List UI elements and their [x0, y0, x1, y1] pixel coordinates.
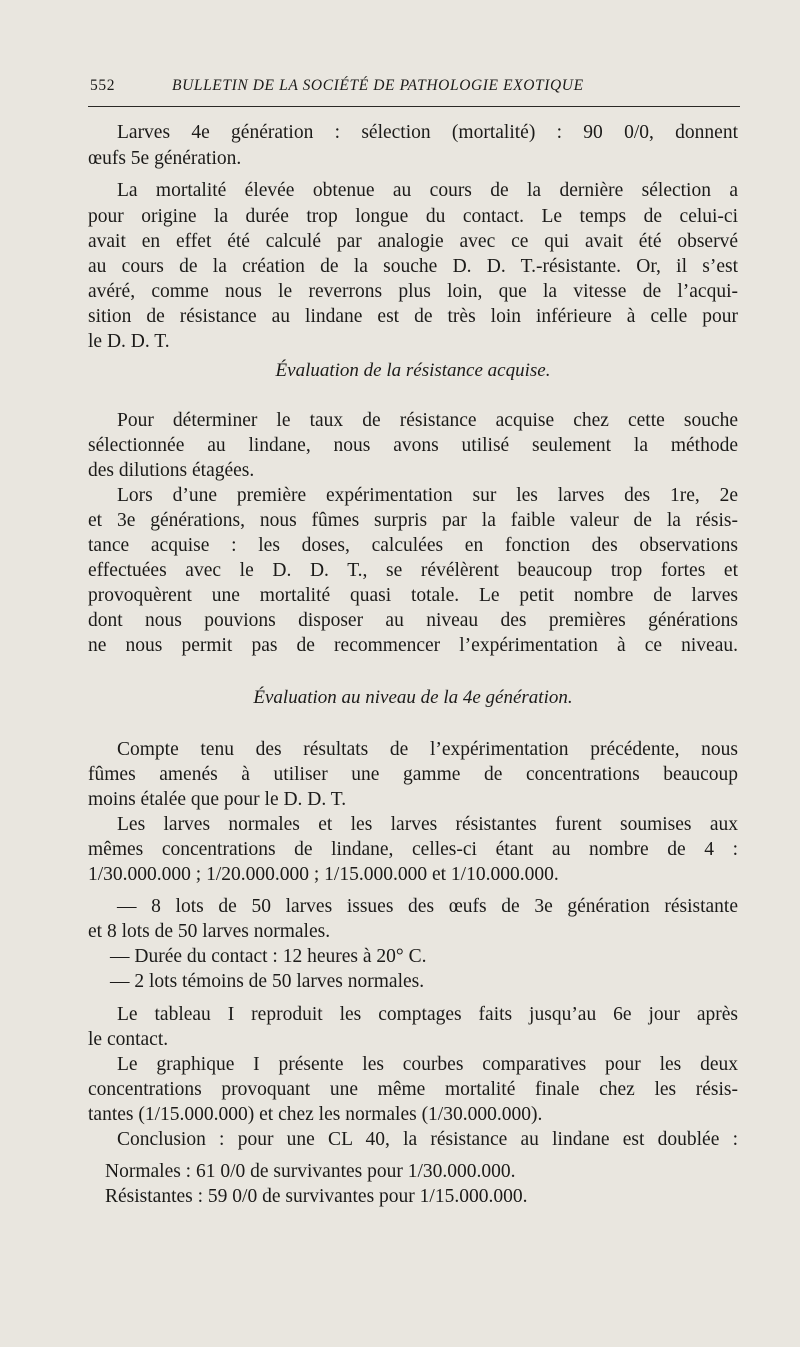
text-line: concentrations provoquant une même mortalité finale chez les résis-	[88, 1079, 738, 1100]
conclusion-line: Conclusion : pour une CL 40, la résistance au lindane est doublée :	[117, 1129, 738, 1150]
text-line: — 8 lots de 50 larves issues des œufs de 3e génération résistante	[117, 896, 738, 917]
text-line: Le graphique I présente les courbes comparatives pour les deux	[117, 1054, 738, 1075]
text-line: Les larves normales et les larves résistantes furent soumises aux	[117, 814, 738, 835]
text-line: et 8 lots de 50 larves normales.	[88, 921, 331, 942]
text-line: et 3e générations, nous fûmes surpris par la faible valeur de la résis-	[88, 510, 738, 531]
text-line: tantes (1/15.000.000) et chez les normales (1/30.000.000).	[88, 1104, 543, 1125]
text-line: provoquèrent une mortalité quasi totale. Le petit nombre de larves	[88, 585, 738, 606]
text-line: avait en effet été calculé par analogie avec ce qui avait été observé	[88, 231, 738, 252]
text-line: 1/30.000.000 ; 1/20.000.000 ; 1/15.000.000 et 1/10.000.000.	[88, 864, 559, 885]
text-line: Larves 4e génération : sélection (mortalité) : 90 0/0, donnent	[117, 122, 738, 143]
text-line: — Durée du contact : 12 heures à 20° C.	[110, 946, 427, 967]
text-line: Résistantes : 59 0/0 de survivantes pour 1/15.000.000.	[105, 1186, 528, 1207]
text-line: Lors d’une première expérimentation sur les larves des 1re, 2e	[117, 485, 738, 506]
text-line: le D. D. T.	[88, 331, 170, 352]
text-line: dont nous pouvions disposer au niveau des premières générations	[88, 610, 738, 631]
text-line: mêmes concentrations de lindane, celles-ci étant au nombre de 4 :	[88, 839, 738, 860]
text-line: tance acquise : les doses, calculées en fonction des observations	[88, 535, 738, 556]
text-line: — 2 lots témoins de 50 larves normales.	[110, 971, 425, 992]
journal-title: BULLETIN DE LA SOCIÉTÉ DE PATHOLOGIE EXOTIQUE	[172, 77, 584, 94]
text-line: Le tableau I reproduit les comptages faits jusqu’au 6e jour après	[117, 1004, 738, 1025]
text-line: moins étalée que pour le D. D. T.	[88, 789, 347, 810]
text-line: sélectionnée au lindane, nous avons utilisé seulement la méthode	[88, 435, 738, 456]
text-line: le contact.	[88, 1029, 169, 1050]
text-line: au cours de la création de la souche D. D. T.-résistante. Or, il s’est	[88, 256, 738, 277]
text-line: pour origine la durée trop longue du contact. Le temps de celui-ci	[88, 206, 738, 227]
text-line: ne nous permit pas de recommencer l’expérimentation à ce niveau.	[88, 635, 738, 656]
text-line: œufs 5e génération.	[88, 148, 242, 169]
text-line: Normales : 61 0/0 de survivantes pour 1/30.000.000.	[105, 1161, 516, 1182]
text-line: fûmes amenés à utiliser une gamme de concentrations beaucoup	[88, 764, 738, 785]
section-heading: Évaluation au niveau de la 4e génération.	[253, 687, 573, 708]
text-line: Compte tenu des résultats de l’expérimentation précédente, nous	[117, 739, 738, 760]
text-line: La mortalité élevée obtenue au cours de la dernière sélection a	[117, 180, 738, 201]
text-line: sition de résistance au lindane est de très loin inférieure à celle pour	[88, 306, 738, 327]
text-line: Pour déterminer le taux de résistance acquise chez cette souche	[117, 410, 738, 431]
text-line: des dilutions étagées.	[88, 460, 255, 481]
text-line: avéré, comme nous le reverrons plus loin, que la vitesse de l’acqui-	[88, 281, 738, 302]
text-line: effectuées avec le D. D. T., se révélèrent beaucoup trop fortes et	[88, 560, 738, 581]
section-heading: Évaluation de la résistance acquise.	[275, 360, 551, 381]
running-header	[90, 77, 740, 99]
header-rule	[88, 106, 740, 107]
page-number: 552	[90, 77, 116, 94]
